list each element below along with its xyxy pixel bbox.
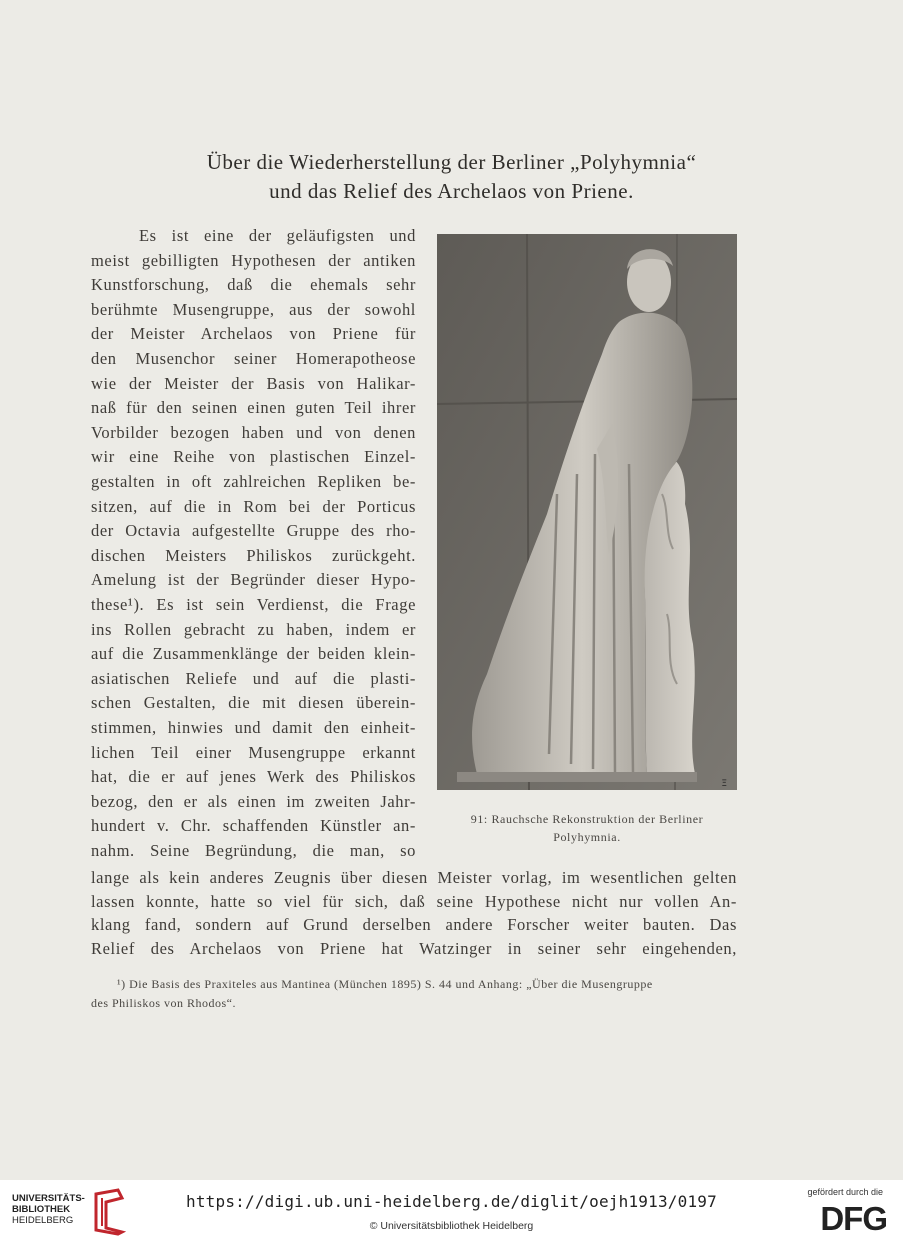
body-line: wie der Meister der Basis von Halikar- [91, 373, 416, 393]
body-line-wide: lassen konnte, hatte so viel für sich, daß seine Hypothese nicht nur vollen An- [91, 891, 737, 911]
body-line: these¹). Es ist sein Verdienst, die Frage [91, 595, 416, 614]
footnote-line-1: ¹) Die Basis des Praxiteles aus Mantinea (München 1895) S. 44 und Anhang: „Über die Musengruppe [117, 977, 653, 991]
polyhymnia-statue-image [437, 234, 737, 790]
body-line: asiatischen Reliefe und auf die plasti- [91, 668, 416, 688]
body-line: hat, die er auf jenes Werk des Philiskos [91, 767, 416, 787]
body-line: meist gebilligten Hypothesen der antiken [91, 250, 416, 270]
library-name-line-1: UNIVERSITÄTS- [12, 1193, 85, 1204]
body-line: sitzen, auf die in Rom bei der Porticus [91, 496, 416, 516]
caption-line-2: Polyhymnia. [553, 830, 621, 844]
body-line: Es ist eine der geläufigsten und [139, 226, 416, 245]
body-line: den Musenchor seiner Homerapotheose [91, 349, 416, 368]
body-line: Kunstforschung, daß die ehemals sehr [91, 275, 416, 295]
figure-caption [437, 810, 737, 846]
body-line: wir eine Reihe von plastischen Einzel- [91, 447, 416, 467]
dfg-logo: DFG [820, 1200, 887, 1237]
body-line: der Meister Archelaos von Priene für [91, 324, 416, 344]
library-name-line-3: HEIDELBERG [12, 1215, 74, 1226]
body-line: schen Gestalten, die mit diesen überein- [91, 693, 416, 713]
body-line-wide: lange als kein anderes Zeugnis über diesen Meister vorlag, im wesentlichen gelten [91, 868, 737, 887]
caption-line-1: 91: Rauchsche Rekonstruktion der Berliner [470, 812, 704, 826]
page-title-line-2: und das Relief des Archelaos von Priene. [269, 179, 634, 203]
body-line: Vorbilder bezogen haben und von denen [91, 422, 416, 442]
svg-text:Ξ: Ξ [721, 779, 727, 789]
body-line: berühmte Musengruppe, aus der sowohl [91, 299, 416, 319]
funding-label: gefördert durch die [807, 1187, 883, 1197]
body-line: stimmen, hinwies und damit den einheit- [91, 718, 416, 737]
body-line: lichen Teil einer Musengruppe erkannt [91, 742, 416, 762]
page-title-line-1: Über die Wiederherstellung der Berliner „Polyhymnia“ [206, 150, 697, 174]
viewer-footer [0, 1180, 903, 1243]
body-line-wide: klang fand, sondern auf Grund derselben andere Forscher weiter bauten. Das [91, 915, 737, 934]
footnote-line-2: des Philiskos von Rhodos“. [91, 996, 237, 1010]
body-line: der Octavia aufgestellte Gruppe des rho- [91, 521, 416, 541]
body-line: dischen Meisters Philiskos zurückgeht. [91, 545, 416, 565]
body-line: Amelung ist der Begründer dieser Hypo- [91, 570, 416, 590]
body-line: gestalten in oft zahlreichen Repliken be- [91, 472, 416, 491]
statue-photograph [437, 234, 737, 790]
library-name-line-2: BIBLIOTHEK [12, 1204, 71, 1215]
body-line: auf die Zusammenklänge der beiden klein- [91, 644, 416, 664]
body-line: ins Rollen gebracht zu haben, indem er [91, 619, 416, 639]
copyright-notice: © Universitätsbibliothek Heidelberg [369, 1220, 534, 1232]
body-line: naß für den seinen einen guten Teil ihrer [91, 398, 416, 418]
body-line: bezog, den er als einen im zweiten Jahr- [91, 791, 416, 811]
body-line: nahm. Seine Begründung, die man, so [91, 841, 416, 860]
body-line: hundert v. Chr. schaffenden Künstler an- [91, 816, 416, 836]
permalink-url[interactable]: https://digi.ub.uni-heidelberg.de/diglit/oejh1913/0197 [186, 1192, 717, 1211]
body-line-wide: Relief des Archelaos von Priene hat Watzinger in seiner sehr eingehenden, [91, 938, 737, 958]
